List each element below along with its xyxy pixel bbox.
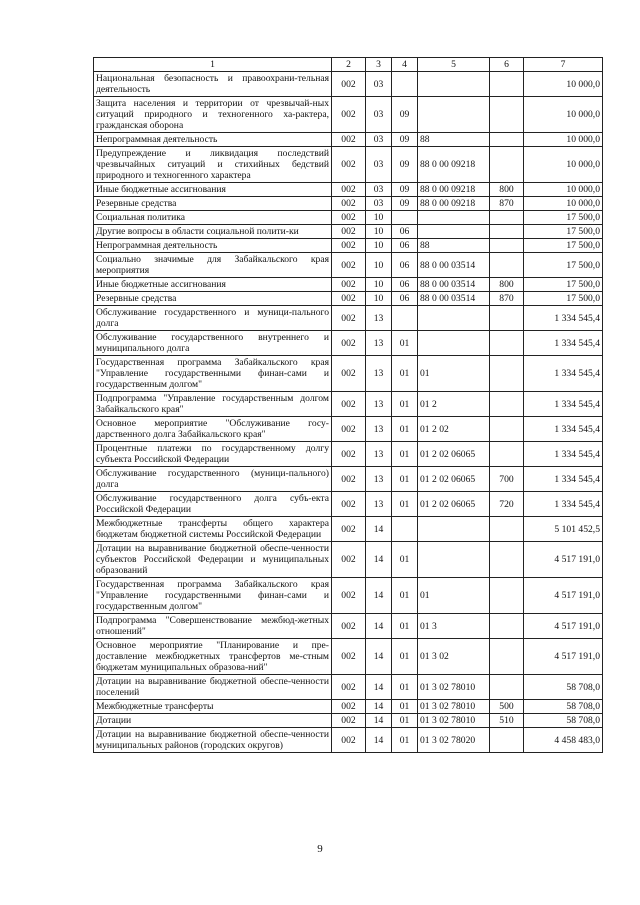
expense-type-cell	[490, 614, 524, 639]
row-name-cell: Подпрограмма "Совершенствование межбюд-жетных отношений"	[94, 614, 332, 639]
subsection-code-cell: 06	[392, 292, 418, 306]
ministry-code-cell: 002	[332, 133, 366, 147]
subsection-code-cell: 01	[392, 331, 418, 356]
amount-cell: 17 500,0	[524, 278, 603, 292]
row-name-cell: Обслуживание государственного и муници-пального долга	[94, 306, 332, 331]
subsection-code-cell: 01	[392, 417, 418, 442]
row-name-cell: Межбюджетные трансферты	[94, 700, 332, 714]
ministry-code-cell: 002	[332, 97, 366, 133]
target-article-cell: 01 2 02	[418, 417, 490, 442]
amount-cell: 5 101 452,5	[524, 517, 603, 542]
expense-type-cell	[490, 417, 524, 442]
ministry-code-cell: 002	[332, 331, 366, 356]
expense-type-cell	[490, 331, 524, 356]
section-code-cell: 13	[366, 356, 392, 392]
ministry-code-cell: 002	[332, 714, 366, 728]
table-row	[94, 147, 603, 183]
table-row	[94, 225, 603, 239]
row-name-cell: Резервные средства	[94, 197, 332, 211]
table-row	[94, 542, 603, 578]
target-article-cell: 01	[418, 356, 490, 392]
target-article-cell: 88 0 00 09218	[418, 183, 490, 197]
subsection-code-cell: 01	[392, 356, 418, 392]
section-code-cell: 14	[366, 578, 392, 614]
row-name-cell: Обслуживание государственного (муници-пального) долга	[94, 467, 332, 492]
target-article-cell: 01 2 02 06065	[418, 442, 490, 467]
row-name-cell: Дотации на выравнивание бюджетной обеспе-ченности поселений	[94, 675, 332, 700]
section-code-cell: 13	[366, 392, 392, 417]
subsection-code-cell	[392, 72, 418, 97]
expense-type-cell: 870	[490, 197, 524, 211]
subsection-code-cell: 06	[392, 253, 418, 278]
ministry-code-cell: 002	[332, 183, 366, 197]
amount-cell: 1 334 545,4	[524, 467, 603, 492]
ministry-code-cell: 002	[332, 253, 366, 278]
ministry-code-cell: 002	[332, 578, 366, 614]
subsection-code-cell: 01	[392, 639, 418, 675]
section-code-cell: 03	[366, 72, 392, 97]
section-code-cell: 14	[366, 639, 392, 675]
section-code-cell: 13	[366, 331, 392, 356]
row-name-cell: Обслуживание государственного долга субъ-екта Российской Федерации	[94, 492, 332, 517]
target-article-cell	[418, 306, 490, 331]
ministry-code-cell: 002	[332, 197, 366, 211]
target-article-cell: 01 2	[418, 392, 490, 417]
amount-cell: 58 708,0	[524, 700, 603, 714]
header-row	[94, 58, 603, 72]
target-article-cell	[418, 211, 490, 225]
row-name-cell: Дотации на выравнивание бюджетной обеспе-ченности субъектов Российской Федерации и муниципальных образований	[94, 542, 332, 578]
ministry-code-cell: 002	[332, 306, 366, 331]
table-row	[94, 639, 603, 675]
table-row	[94, 578, 603, 614]
section-code-cell: 14	[366, 517, 392, 542]
expense-type-cell	[490, 392, 524, 417]
column-header: 6	[490, 58, 524, 72]
ministry-code-cell: 002	[332, 467, 366, 492]
ministry-code-cell: 002	[332, 442, 366, 467]
target-article-cell: 88 0 00 03514	[418, 292, 490, 306]
row-name-cell: Дотации	[94, 714, 332, 728]
target-article-cell	[418, 517, 490, 542]
ministry-code-cell: 002	[332, 675, 366, 700]
table-row	[94, 133, 603, 147]
target-article-cell: 01 2 02 06065	[418, 492, 490, 517]
amount-cell: 1 334 545,4	[524, 442, 603, 467]
table-body	[94, 72, 603, 753]
table-row	[94, 72, 603, 97]
table-row	[94, 492, 603, 517]
amount-cell: 4 517 191,0	[524, 542, 603, 578]
ministry-code-cell: 002	[332, 417, 366, 442]
expense-type-cell: 510	[490, 714, 524, 728]
ministry-code-cell: 002	[332, 700, 366, 714]
table-row	[94, 97, 603, 133]
expense-type-cell	[490, 253, 524, 278]
subsection-code-cell: 06	[392, 278, 418, 292]
amount-cell: 4 517 191,0	[524, 639, 603, 675]
subsection-code-cell: 01	[392, 492, 418, 517]
table-row	[94, 292, 603, 306]
row-name-cell: Обслуживание государственного внутреннего и муниципального долга	[94, 331, 332, 356]
column-header: 1	[94, 58, 332, 72]
row-name-cell: Процентные платежи по государственному долгу субъекта Российской Федерации	[94, 442, 332, 467]
target-article-cell	[418, 72, 490, 97]
subsection-code-cell: 09	[392, 133, 418, 147]
subsection-code-cell: 06	[392, 225, 418, 239]
section-code-cell: 14	[366, 728, 392, 753]
expense-type-cell	[490, 442, 524, 467]
section-code-cell: 03	[366, 147, 392, 183]
table-row	[94, 714, 603, 728]
row-name-cell: Государственная программа Забайкальского края "Управление государственными финан-сами и государственным долгом"	[94, 578, 332, 614]
amount-cell: 10 000,0	[524, 72, 603, 97]
table-row	[94, 442, 603, 467]
target-article-cell: 88	[418, 239, 490, 253]
subsection-code-cell: 01	[392, 442, 418, 467]
subsection-code-cell: 01	[392, 728, 418, 753]
subsection-code-cell: 06	[392, 239, 418, 253]
budget-table	[93, 57, 603, 753]
section-code-cell: 13	[366, 306, 392, 331]
table-row	[94, 700, 603, 714]
row-name-cell: Социально значимые для Забайкальского края мероприятия	[94, 253, 332, 278]
amount-cell: 58 708,0	[524, 714, 603, 728]
amount-cell: 4 517 191,0	[524, 578, 603, 614]
section-code-cell: 14	[366, 542, 392, 578]
table-row	[94, 356, 603, 392]
target-article-cell: 01 3 02 78010	[418, 700, 490, 714]
table-row	[94, 331, 603, 356]
ministry-code-cell: 002	[332, 356, 366, 392]
table-row	[94, 392, 603, 417]
expense-type-cell	[490, 225, 524, 239]
subsection-code-cell: 09	[392, 183, 418, 197]
ministry-code-cell: 002	[332, 542, 366, 578]
expense-type-cell	[490, 239, 524, 253]
expense-type-cell	[490, 72, 524, 97]
section-code-cell: 10	[366, 292, 392, 306]
amount-cell: 58 708,0	[524, 675, 603, 700]
expense-type-cell	[490, 639, 524, 675]
subsection-code-cell: 09	[392, 147, 418, 183]
section-code-cell: 03	[366, 97, 392, 133]
table-row	[94, 417, 603, 442]
expense-type-cell: 800	[490, 183, 524, 197]
ministry-code-cell: 002	[332, 147, 366, 183]
row-name-cell: Предупреждение и ликвидация последствий чрезвычайных ситуаций и стихийных бедствий природного и техногенного характера	[94, 147, 332, 183]
expense-type-cell	[490, 356, 524, 392]
amount-cell: 1 334 545,4	[524, 356, 603, 392]
column-header: 3	[366, 58, 392, 72]
amount-cell: 1 334 545,4	[524, 417, 603, 442]
expense-type-cell: 800	[490, 278, 524, 292]
subsection-code-cell	[392, 211, 418, 225]
amount-cell: 1 334 545,4	[524, 331, 603, 356]
amount-cell: 17 500,0	[524, 253, 603, 278]
row-name-cell: Национальная безопасность и правоохрани-тельная деятельность	[94, 72, 332, 97]
amount-cell: 17 500,0	[524, 292, 603, 306]
row-name-cell: Непрограммная деятельность	[94, 239, 332, 253]
column-header: 5	[418, 58, 490, 72]
page-number: 9	[317, 843, 323, 855]
table-row	[94, 183, 603, 197]
amount-cell: 10 000,0	[524, 183, 603, 197]
section-code-cell: 14	[366, 700, 392, 714]
section-code-cell: 13	[366, 442, 392, 467]
column-header: 2	[332, 58, 366, 72]
subsection-code-cell: 09	[392, 197, 418, 211]
amount-cell: 17 500,0	[524, 211, 603, 225]
row-name-cell: Основное мероприятие "Планирование и пре-доставление межбюджетных трансфертов ме-стным бюджетам муниципальных образова-ний"	[94, 639, 332, 675]
expense-type-cell	[490, 211, 524, 225]
ministry-code-cell: 002	[332, 72, 366, 97]
row-name-cell: Основное мероприятие "Обслуживание госу-дарственного долга Забайкальского края"	[94, 417, 332, 442]
subsection-code-cell: 01	[392, 714, 418, 728]
expense-type-cell	[490, 542, 524, 578]
row-name-cell: Межбюджетные трансферты общего характера бюджетам бюджетной системы Российской Федерации	[94, 517, 332, 542]
section-code-cell: 10	[366, 239, 392, 253]
ministry-code-cell: 002	[332, 225, 366, 239]
amount-cell: 10 000,0	[524, 133, 603, 147]
expense-type-cell: 870	[490, 292, 524, 306]
ministry-code-cell: 002	[332, 239, 366, 253]
amount-cell: 4 458 483,0	[524, 728, 603, 753]
expense-type-cell	[490, 728, 524, 753]
row-name-cell: Социальная политика	[94, 211, 332, 225]
row-name-cell: Государственная программа Забайкальского края "Управление государственными финан-сами и государственным долгом"	[94, 356, 332, 392]
ministry-code-cell: 002	[332, 639, 366, 675]
ministry-code-cell: 002	[332, 728, 366, 753]
target-article-cell	[418, 542, 490, 578]
column-header: 4	[392, 58, 418, 72]
row-name-cell: Непрограммная деятельность	[94, 133, 332, 147]
section-code-cell: 10	[366, 211, 392, 225]
table-row	[94, 614, 603, 639]
subsection-code-cell: 01	[392, 542, 418, 578]
table-row	[94, 253, 603, 278]
target-article-cell: 88 0 00 03514	[418, 278, 490, 292]
target-article-cell	[418, 225, 490, 239]
subsection-code-cell	[392, 517, 418, 542]
expense-type-cell: 720	[490, 492, 524, 517]
amount-cell: 1 334 545,4	[524, 492, 603, 517]
table-row	[94, 211, 603, 225]
table-row	[94, 675, 603, 700]
table-row	[94, 278, 603, 292]
target-article-cell: 01 3 02 78020	[418, 728, 490, 753]
target-article-cell: 01 2 02 06065	[418, 467, 490, 492]
expense-type-cell	[490, 517, 524, 542]
section-code-cell: 03	[366, 183, 392, 197]
table-row	[94, 197, 603, 211]
ministry-code-cell: 002	[332, 292, 366, 306]
table-row	[94, 517, 603, 542]
expense-type-cell: 500	[490, 700, 524, 714]
target-article-cell: 01	[418, 578, 490, 614]
section-code-cell: 10	[366, 278, 392, 292]
ministry-code-cell: 002	[332, 392, 366, 417]
target-article-cell: 01 3 02 78010	[418, 714, 490, 728]
ministry-code-cell: 002	[332, 278, 366, 292]
target-article-cell: 88 0 00 09218	[418, 197, 490, 211]
section-code-cell: 03	[366, 133, 392, 147]
section-code-cell: 14	[366, 614, 392, 639]
section-code-cell: 14	[366, 675, 392, 700]
amount-cell: 1 334 545,4	[524, 306, 603, 331]
row-name-cell: Подпрограмма "Управление государственным долгом Забайкальского края"	[94, 392, 332, 417]
ministry-code-cell: 002	[332, 211, 366, 225]
target-article-cell: 01 3 02	[418, 639, 490, 675]
table-row	[94, 728, 603, 753]
column-header: 7	[524, 58, 603, 72]
ministry-code-cell: 002	[332, 517, 366, 542]
subsection-code-cell	[392, 306, 418, 331]
target-article-cell: 01 3	[418, 614, 490, 639]
row-name-cell: Резервные средства	[94, 292, 332, 306]
amount-cell: 10 000,0	[524, 97, 603, 133]
target-article-cell: 01 3 02 78010	[418, 675, 490, 700]
target-article-cell	[418, 97, 490, 133]
target-article-cell	[418, 331, 490, 356]
amount-cell: 10 000,0	[524, 147, 603, 183]
subsection-code-cell: 01	[392, 392, 418, 417]
subsection-code-cell: 01	[392, 578, 418, 614]
section-code-cell: 13	[366, 417, 392, 442]
section-code-cell: 14	[366, 714, 392, 728]
ministry-code-cell: 002	[332, 492, 366, 517]
expense-type-cell	[490, 133, 524, 147]
expense-type-cell: 700	[490, 467, 524, 492]
ministry-code-cell: 002	[332, 614, 366, 639]
subsection-code-cell: 01	[392, 700, 418, 714]
section-code-cell: 03	[366, 197, 392, 211]
row-name-cell: Иные бюджетные ассигнования	[94, 183, 332, 197]
amount-cell: 10 000,0	[524, 197, 603, 211]
subsection-code-cell: 01	[392, 614, 418, 639]
section-code-cell: 10	[366, 225, 392, 239]
target-article-cell: 88	[418, 133, 490, 147]
target-article-cell: 88 0 00 09218	[418, 147, 490, 183]
table-row	[94, 239, 603, 253]
row-name-cell: Дотации на выравнивание бюджетной обеспе-ченности муниципальных районов (городских округов)	[94, 728, 332, 753]
row-name-cell: Другие вопросы в области социальной полити-ки	[94, 225, 332, 239]
expense-type-cell	[490, 147, 524, 183]
expense-type-cell	[490, 306, 524, 331]
table-row	[94, 306, 603, 331]
amount-cell: 17 500,0	[524, 239, 603, 253]
section-code-cell: 13	[366, 492, 392, 517]
section-code-cell: 13	[366, 467, 392, 492]
row-name-cell: Защита населения и территории от чрезвычай-ных ситуаций природного и техногенного ха-рактера, гражданская оборона	[94, 97, 332, 133]
table-row	[94, 467, 603, 492]
subsection-code-cell: 01	[392, 675, 418, 700]
section-code-cell: 10	[366, 253, 392, 278]
expense-type-cell	[490, 97, 524, 133]
row-name-cell: Иные бюджетные ассигнования	[94, 278, 332, 292]
amount-cell: 17 500,0	[524, 225, 603, 239]
amount-cell: 1 334 545,4	[524, 392, 603, 417]
subsection-code-cell: 09	[392, 97, 418, 133]
expense-type-cell	[490, 675, 524, 700]
subsection-code-cell: 01	[392, 467, 418, 492]
expense-type-cell	[490, 578, 524, 614]
amount-cell: 4 517 191,0	[524, 614, 603, 639]
target-article-cell: 88 0 00 03514	[418, 253, 490, 278]
